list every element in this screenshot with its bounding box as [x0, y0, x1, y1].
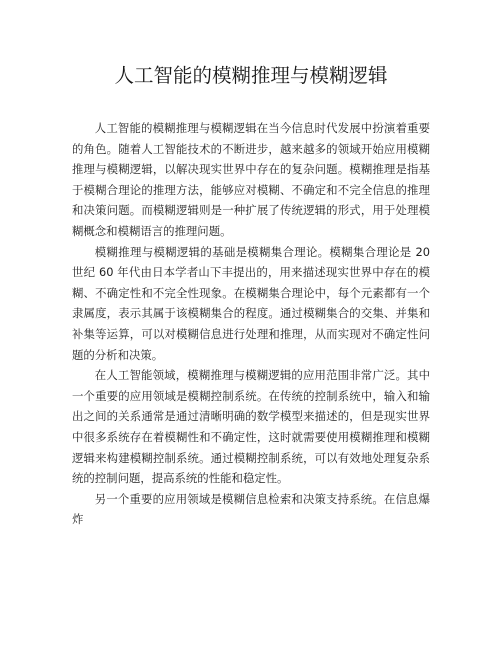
paragraph-3: 在人工智能领域，模糊推理与模糊逻辑的应用范围非常广泛。其中一个重要的应用领域是模糊控制系统。在传统的控制系统中，输入和输出之间的关系通常是通过清晰明确的数学模型来描述的，但是现实世界中很多系统存在着模糊性和不确定性，这时就需要使用模糊推理和模糊逻辑来构建模糊控制系统。通过模糊控制系统，可以有效地处理复杂系统的控制问题，提高系统的性能和稳定性。: [72, 368, 430, 486]
paragraph-4: 另一个重要的应用领域是模糊信息检索和决策支持系统。在信息爆炸: [72, 491, 430, 527]
document-title: 人工智能的模糊推理与模糊逻辑: [114, 64, 388, 87]
paragraph-1: 人工智能的模糊推理与模糊逻辑在当今信息时代发展中扮演着重要的角色。随着人工智能技术的不断进步，越来越多的领域开始应用模糊推理与模糊逻辑，以解决现实世界中存在的复杂问题。模糊推理是指基于模糊合理论的推理方法，能够应对模糊、不确定和不完全信息的推理和决策问题。而模糊逻辑则是一种扩展了传统逻辑的形式，用于处理模糊概念和模糊语言的推理问题。: [72, 121, 430, 238]
paragraph-2: 模糊推理与模糊逻辑的基础是模糊集合理论。模糊集合理论是 20 世纪 60 年代由日本学者山下丰提出的，用来描述现实世界中存在的模糊、不确定性和不完全性现象。在模糊集合理论中，每个元素都有一个隶属度，表示其属于该模糊集合的程度。通过模糊集合的交集、并集和补集等运算，可以对模糊信息进行处理和推理，从而实现对不确定性问题的分析和决策。: [72, 244, 430, 362]
document-body: [72, 118, 430, 530]
